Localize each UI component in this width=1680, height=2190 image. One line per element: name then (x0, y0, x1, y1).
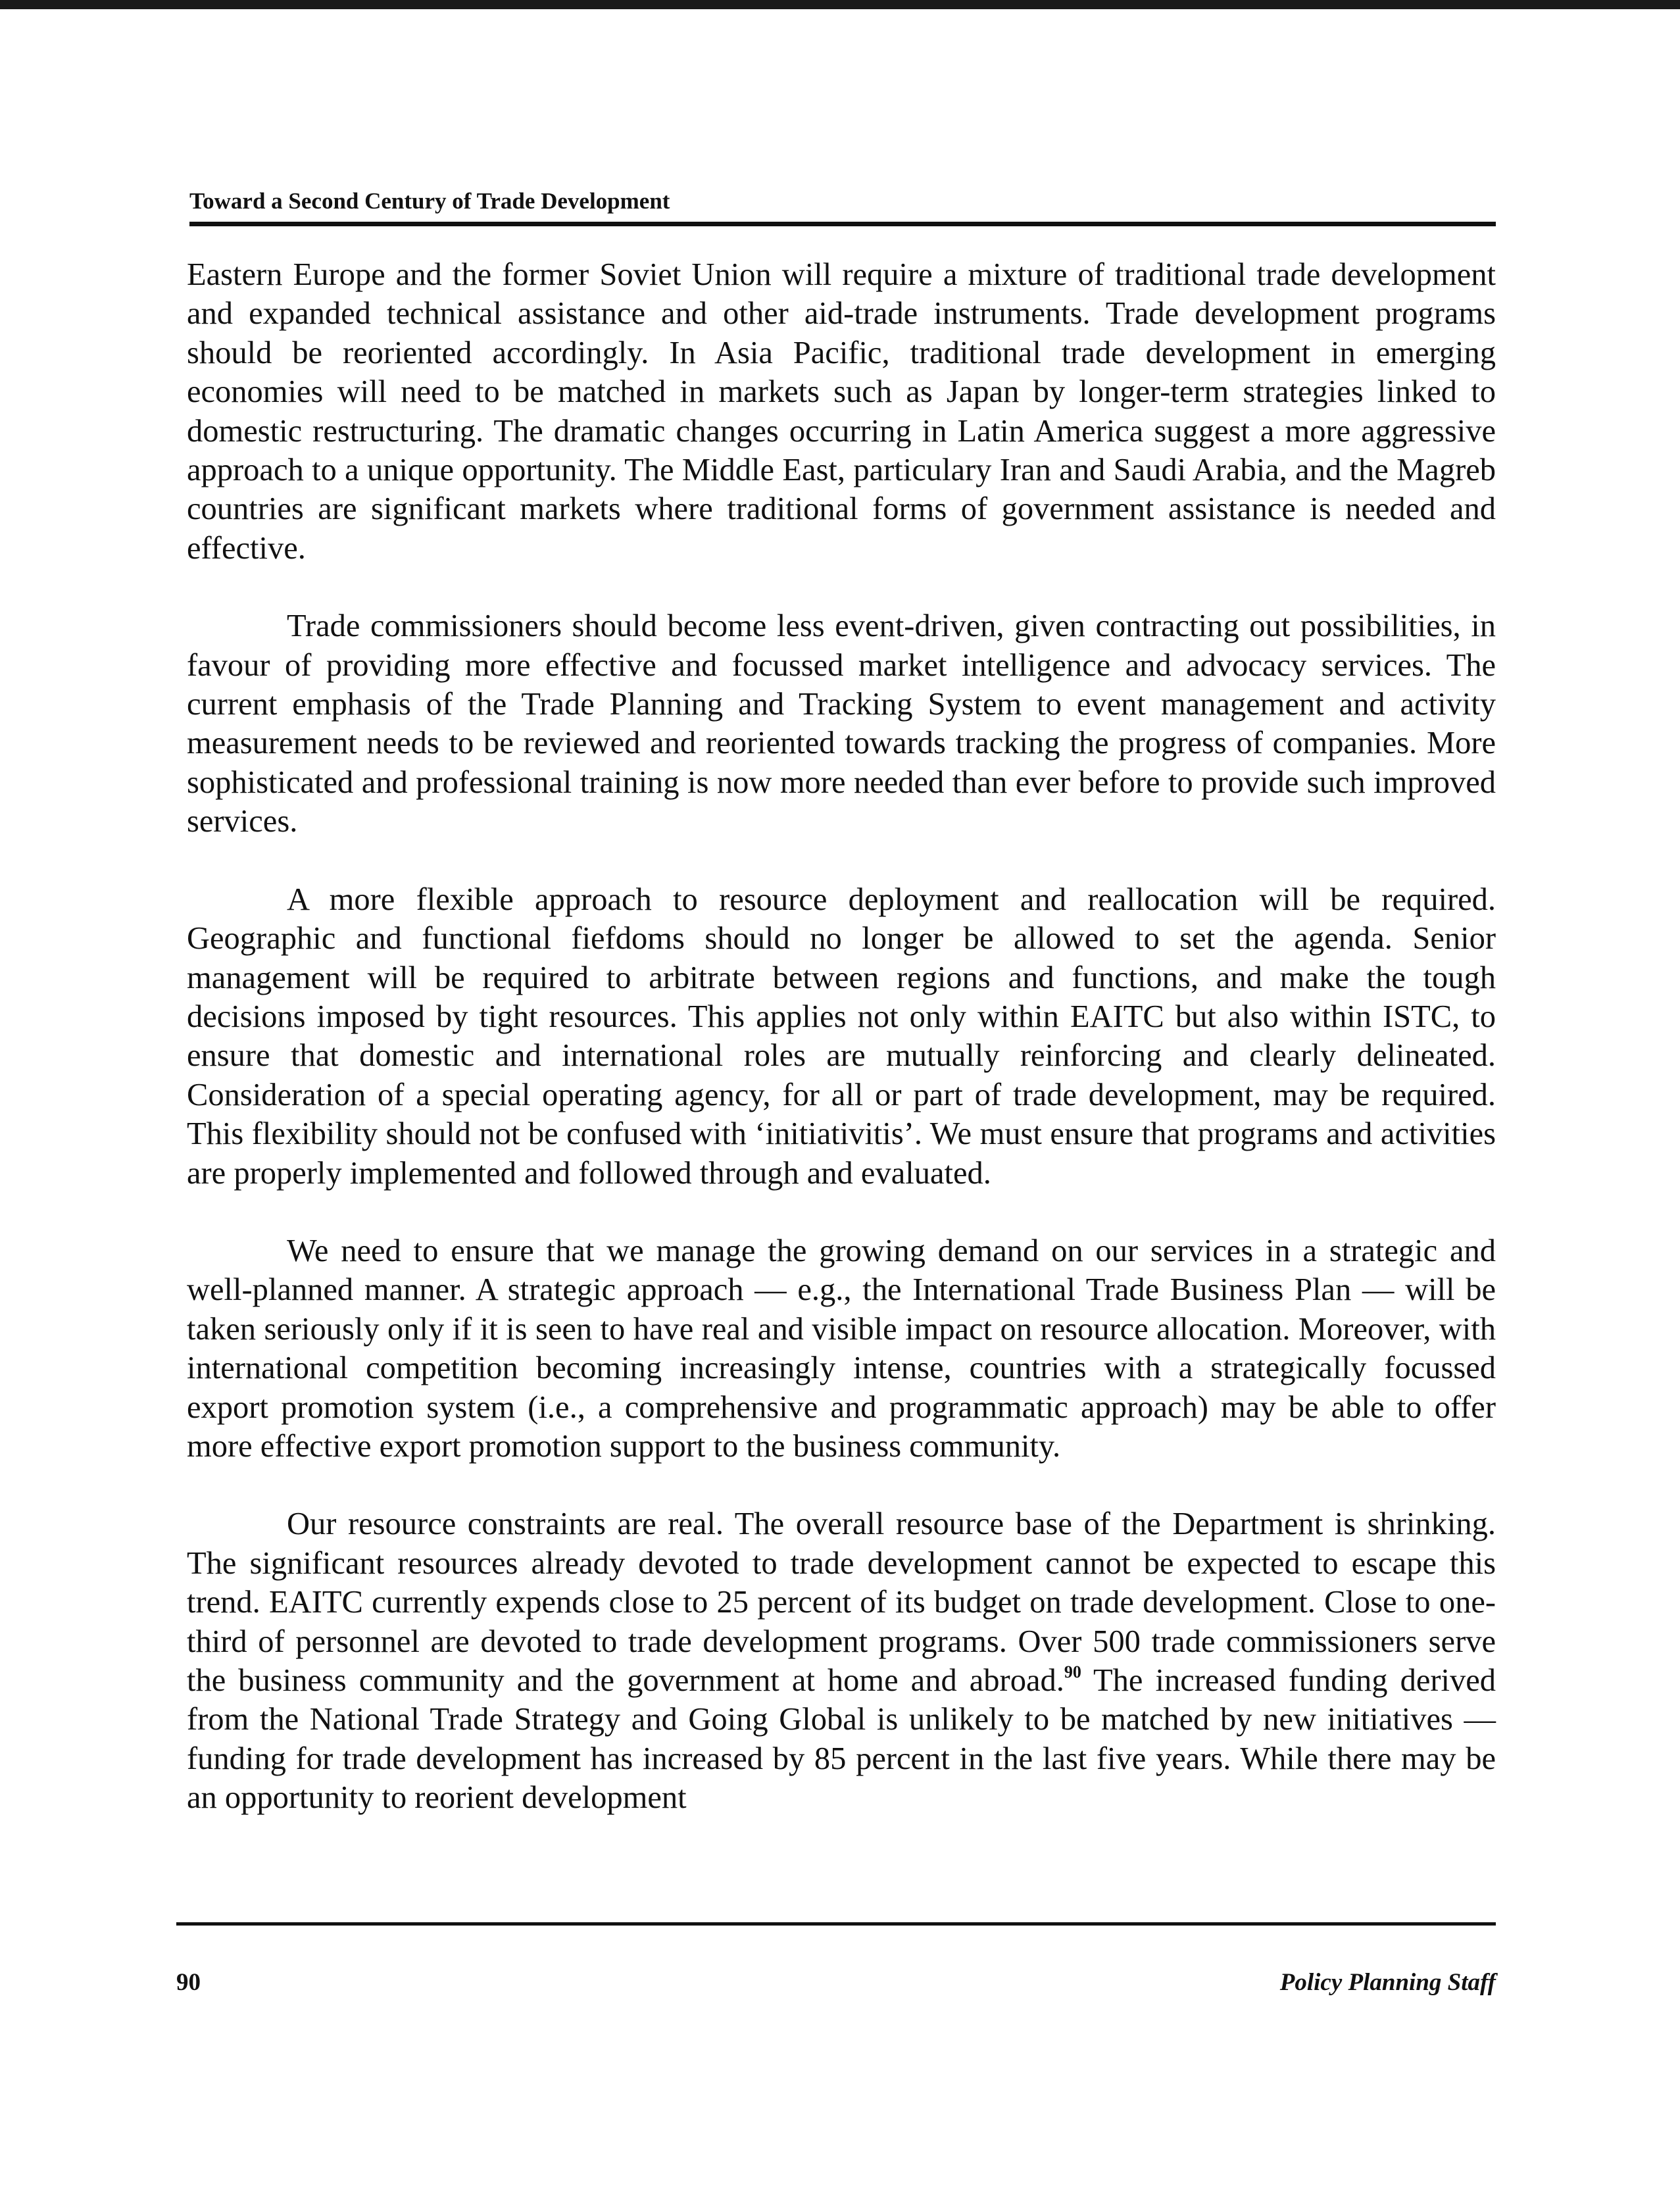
paragraph-3: A more flexible approach to resource deployment and reallocation will be required. Geographic and functional fiefdoms should no longer be allowed to set the agenda. Senior management will be required to arbitrate between regions and functions, and make the tough decisions imposed by tight resources. This applies not only within EAITC but also within ISTC, to ensure that domestic and international roles are mutually reinforcing and clearly delineated. Consideration of a special operating agency, for all or part of trade development, may be required. This flexibility should not be confused with ‘initiativitis’. We must ensure that programs and activities are properly implemented and followed through and evaluated. (187, 882, 1496, 1191)
body-text (187, 255, 1496, 1860)
paragraph-4: We need to ensure that we manage the growing demand on our services in a strategic and well-planned manner. A strategic approach — e.g., the International Trade Business Plan — will be taken seriously only if it is seen to have real and visible impact on resource allocation. Moreover, with international competition becoming increasingly intense, countries with a strategically focussed export promotion system (i.e., a comprehensive and programmatic approach) may be able to offer more effective export promotion support to the business community. (187, 1233, 1496, 1464)
paragraph-5-text-after-note: The increased funding derived from the National Trade Strategy and Going Global is unlikely to be matched by new initiatives — funding for trade development has increased by 85 percent in the last five years. While there may be an opportunity to reorient development (187, 1663, 1496, 1816)
footer-rule (176, 1922, 1496, 1926)
footer-source: Policy Planning Staff (1279, 1969, 1496, 1996)
paragraph-5-text-before-note: Our resource constraints are real. The overall resource base of the Department is shrinking. The significant resources already devoted to trade development cannot be expected to escape this trend. EAITC currently expends close to 25 percent of its budget on trade development. Close to one-third of personnel are devoted to trade development programs. Over 500 trade commissioners serve the business community and the government at home and abroad. (187, 1506, 1496, 1698)
page-number: 90 (176, 1969, 201, 1996)
footnote-reference: 90 (1064, 1662, 1081, 1681)
running-header: Toward a Second Century of Trade Development (189, 188, 670, 214)
paragraph-2: Trade commissioners should become less event-driven, given contracting out possibilities, in favour of providing more effective and focussed market intelligence and advocacy services. The current emphasis of the Trade Planning and Tracking System to event management and activity measurement needs to be reviewed and reoriented towards tracking the progress of companies. More sophisticated and professional training is now more needed than ever before to provide such improved services. (187, 609, 1496, 839)
paragraph-1: Eastern Europe and the former Soviet Union will require a mixture of traditional trade development and expanded technical assistance and other aid-trade instruments. Trade development programs should be reoriented accordingly. In Asia Pacific, traditional trade development in emerging economies will need to be matched in markets such as Japan by longer-term strategies linked to domestic restructuring. The dramatic changes occurring in Latin America suggest a more aggressive approach to a unique opportunity. The Middle East, particulary Iran and Saudi Arabia, and the Magreb countries are significant markets where traditional forms of government assistance is needed and effective. (187, 257, 1496, 566)
header-rule (189, 222, 1496, 226)
paragraph-5 (187, 1505, 1496, 1817)
scan-top-edge (0, 0, 1680, 9)
